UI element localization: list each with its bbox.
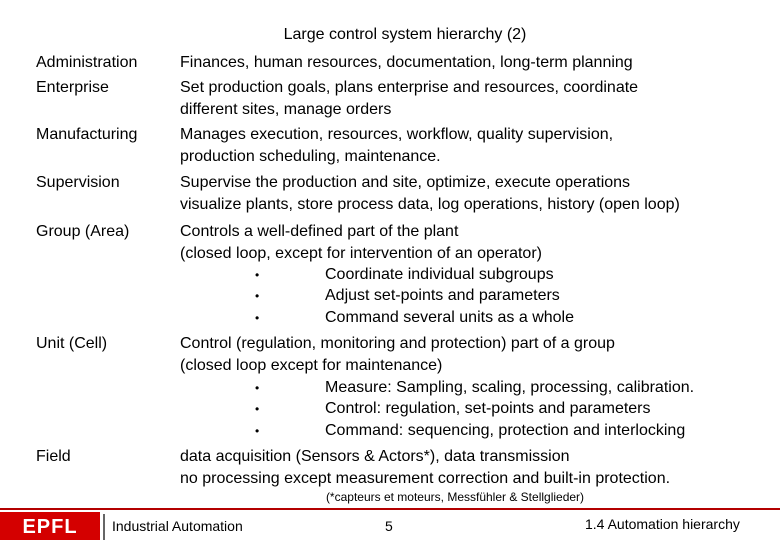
footnote: (*capteurs et moteurs, Messfühler & Stellglieder) xyxy=(325,490,585,504)
unit-bullet-text: Command: sequencing, protection and interlocking xyxy=(325,422,686,439)
course-name: Industrial Automation xyxy=(112,518,243,534)
section-title: 1.4 Automation hierarchy xyxy=(585,516,740,532)
desc-enterprise-line2: different sites, manage orders xyxy=(180,101,392,118)
bullet-icon: • xyxy=(255,402,260,416)
desc-supervision-line2: visualize plants, store process data, log operations, history (open loop) xyxy=(180,196,680,213)
desc-unit-line1: Control (regulation, monitoring and protection) part of a group xyxy=(180,335,615,352)
level-manufacturing: Manufacturing xyxy=(36,126,138,143)
level-group: Group (Area) xyxy=(36,223,130,240)
level-field: Field xyxy=(36,448,71,465)
slide-title: Large control system hierarchy (2) xyxy=(283,26,527,43)
desc-supervision-line1: Supervise the production and site, optimize, execute operations xyxy=(180,174,631,191)
bullet-icon: • xyxy=(255,311,260,325)
footer-separator xyxy=(103,514,105,540)
page-number: 5 xyxy=(385,518,393,534)
group-bullet-text: Adjust set-points and parameters xyxy=(325,287,560,304)
level-administration: Administration xyxy=(36,54,138,71)
level-unit: Unit (Cell) xyxy=(36,335,108,352)
unit-bullet-text: Measure: Sampling, scaling, processing, calibration. xyxy=(325,379,695,396)
level-supervision: Supervision xyxy=(36,174,120,191)
epfl-logo xyxy=(0,512,100,540)
desc-enterprise-line1: Set production goals, plans enterprise and resources, coordinate xyxy=(180,79,639,96)
desc-group-line2: (closed loop, except for intervention of an operator) xyxy=(180,245,542,262)
desc-unit-line2: (closed loop except for maintenance) xyxy=(180,357,443,374)
desc-field-line1: data acquisition (Sensors & Actors*), data transmission xyxy=(180,448,570,465)
footer-divider xyxy=(0,508,780,510)
desc-administration: Finances, human resources, documentation, long-term planning xyxy=(180,54,633,71)
bullet-icon: • xyxy=(255,381,260,395)
bullet-icon: • xyxy=(255,289,260,303)
logo-text: EPFL xyxy=(22,516,78,538)
desc-field-line2: no processing except measurement correction and built-in protection. xyxy=(180,470,671,487)
bullet-icon: • xyxy=(255,424,260,438)
desc-manufacturing-line2: production scheduling, maintenance. xyxy=(180,148,441,165)
group-bullet-text: Command several units as a whole xyxy=(325,309,575,326)
group-bullet-text: Coordinate individual subgroups xyxy=(325,266,554,283)
epfl-logo-icon xyxy=(0,512,100,540)
desc-group-line1: Controls a well-defined part of the plant xyxy=(180,223,459,240)
unit-bullet-text: Control: regulation, set-points and parameters xyxy=(325,400,651,417)
level-enterprise: Enterprise xyxy=(36,79,109,96)
bullet-icon: • xyxy=(255,268,260,282)
desc-manufacturing-line1: Manages execution, resources, workflow, quality supervision, xyxy=(180,126,614,143)
slide-footer xyxy=(0,508,780,540)
